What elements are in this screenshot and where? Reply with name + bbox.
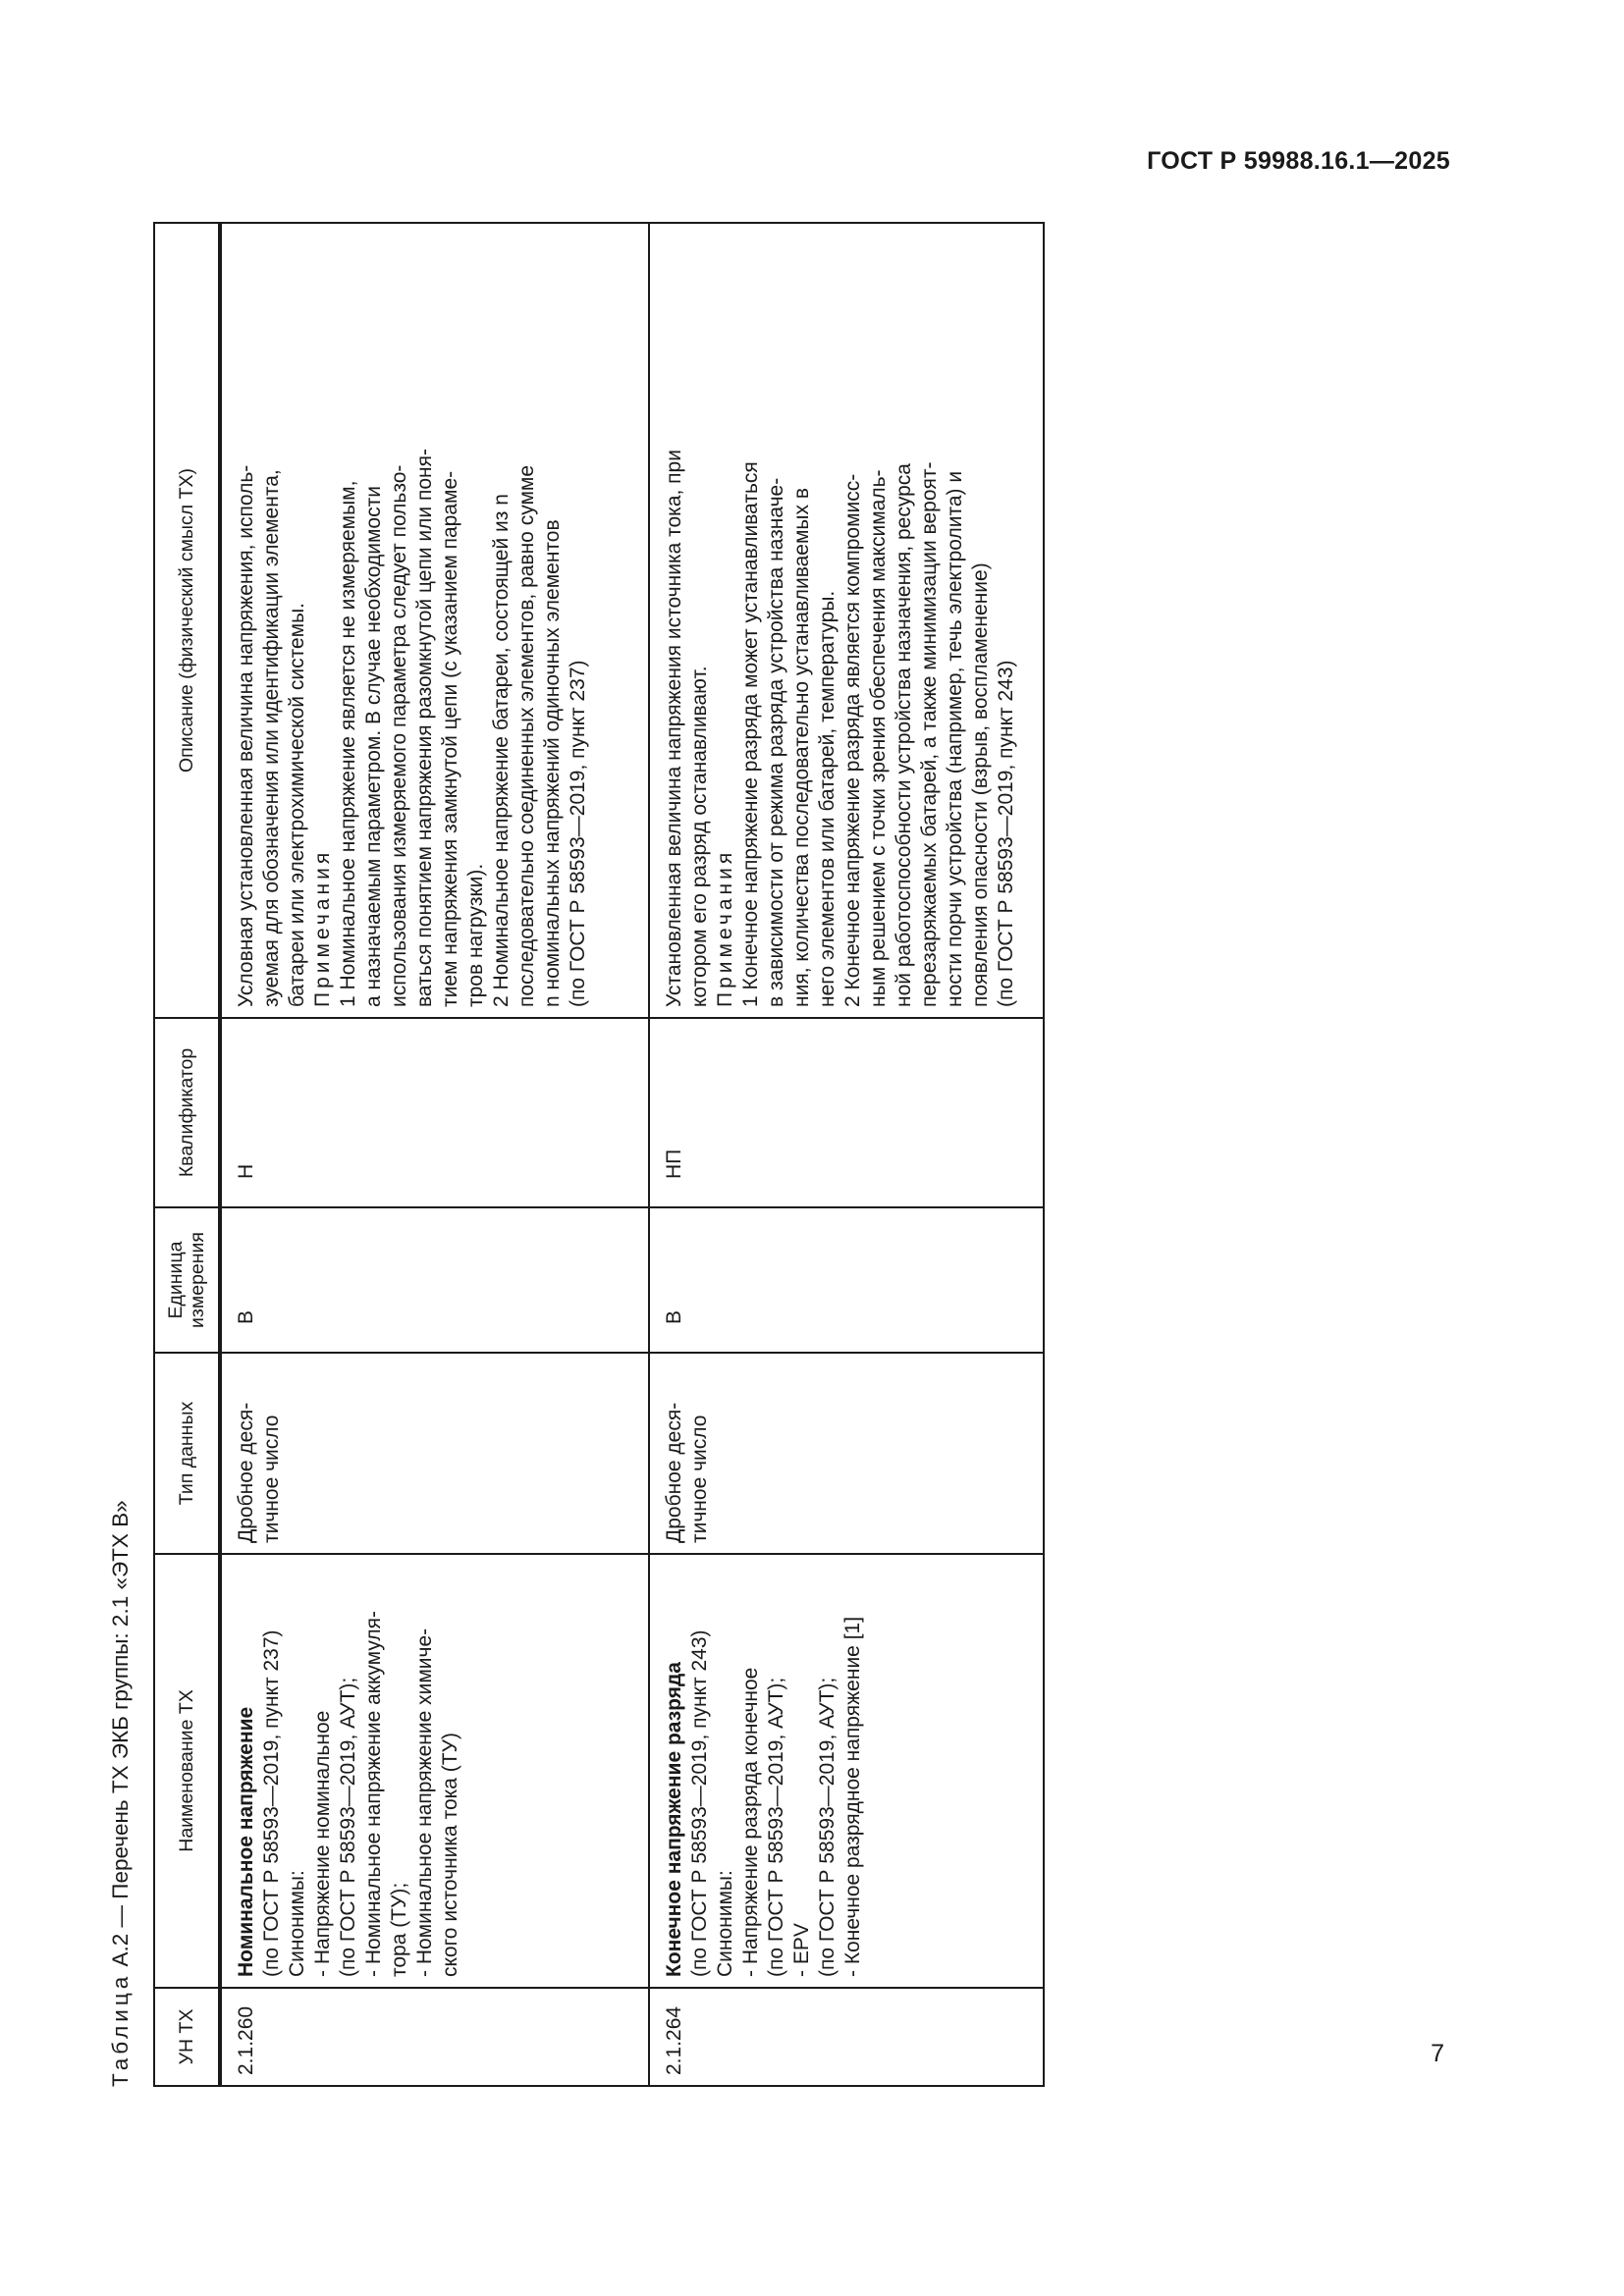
name-line: (по ГОСТ Р 58593—2019, АУТ); — [765, 1677, 787, 1977]
data-type-line: тичное число — [260, 1415, 283, 1543]
description-line: батареи или электрохимической системы. — [286, 603, 308, 1007]
name-line: (по ГОСТ Р 58593—2019, АУТ); — [816, 1677, 839, 1977]
name-line: Синонимы: — [714, 1870, 736, 1977]
cell-qualifier: Н — [220, 1018, 649, 1207]
cell-id: 2.1.260 — [220, 1988, 649, 2086]
table-row — [649, 223, 1044, 2086]
rotated-table-block — [108, 224, 1100, 2087]
data-type-line: Дробное деся- — [663, 1402, 685, 1543]
column-header-unit: Единица измерения — [154, 1207, 220, 1353]
name-line: (по ГОСТ Р 58593—2019, АУТ); — [337, 1677, 359, 1977]
description-line: тров нагрузки). — [464, 863, 487, 1007]
description-line: 1 Номинальное напряжение является не измеряемым, — [337, 480, 359, 1007]
description-line: Установленная величина напряжения источника тока, при — [663, 450, 685, 1007]
description-line: 2 Номинальное напряжение батареи, состоящей из n — [490, 494, 513, 1007]
column-header-qualifier: Квалификатор — [154, 1018, 220, 1207]
name-line: ского источника тока (ТУ) — [439, 1733, 461, 1977]
characteristic-title: Номинальное напряжение — [235, 1706, 257, 1977]
name-line: Синонимы: — [286, 1870, 308, 1977]
name-line: - Номинальное напряжение аккумуля- — [362, 1610, 385, 1977]
description-line: Условная установленная величина напряжения, исполь- — [235, 464, 257, 1007]
name-line: (по ГОСТ Р 58593—2019, пункт 237) — [260, 1629, 283, 1977]
table-caption-text: А.2 — Перечень ТХ ЭКБ группы: 2.1 «ЭТХ В» — [108, 1500, 133, 1967]
notes-label: Примечания — [714, 848, 736, 1007]
name-line: - Напряжение номинальное — [311, 1710, 334, 1977]
name-line: тора (ТУ); — [388, 1882, 410, 1977]
description-line: зуемая для обозначения или идентификации элемента, — [260, 469, 283, 1007]
description-line: ности порчи устройства (например, течь электролита) и — [944, 470, 966, 1007]
description-line: котором его разряд останавливают. — [688, 666, 711, 1007]
table-caption — [108, 224, 153, 2087]
description-line: последовательно соединенных элементов, равно сумме — [515, 464, 538, 1007]
cell-name — [649, 1554, 1044, 1988]
description-line: (по ГОСТ Р 58593—2019, пункт 243) — [995, 660, 1017, 1007]
description-line: n номинальных напряжений одиночных элементов — [541, 519, 564, 1007]
cell-unit: В — [649, 1207, 1044, 1353]
column-header-name: Наименование ТХ — [154, 1554, 220, 1988]
description-line: перезаряжаемых батарей, а также минимизации вероят- — [918, 461, 941, 1007]
column-header-id: УН ТХ — [154, 1988, 220, 2086]
name-line: (по ГОСТ Р 58593—2019, пункт 243) — [688, 1629, 711, 1977]
column-header-data-type: Тип данных — [154, 1353, 220, 1554]
document-code: ГОСТ Р 59988.16.1—2025 — [1147, 147, 1450, 175]
data-type-line: Дробное деся- — [235, 1402, 257, 1543]
cell-qualifier: НП — [649, 1018, 1044, 1207]
name-line: - Напряжение разряда конечное — [739, 1667, 762, 1977]
description-line: использования измеряемого параметра следует пользо- — [388, 464, 410, 1007]
table-caption-prefix: Таблица — [108, 1972, 133, 2087]
description-line: 2 Конечное напряжение разряда является компромисс- — [841, 473, 864, 1007]
cell-unit: В — [220, 1207, 649, 1353]
table-row — [220, 223, 649, 2086]
description-line: появления опасности (взрыв, воспламенение) — [969, 562, 992, 1007]
column-header-description: Описание (физический смысл ТХ) — [154, 223, 220, 1018]
description-line: ния, количества последовательно устанавливаемых в — [790, 488, 813, 1007]
cell-name — [220, 1554, 649, 1988]
cell-id: 2.1.264 — [649, 1988, 1044, 2086]
description-line: в зависимости от режима разряда устройства назначе- — [765, 477, 787, 1007]
cell-description — [649, 223, 1044, 1018]
cell-data-type — [649, 1353, 1044, 1554]
characteristic-title: Конечное напряжение разряда — [663, 1662, 685, 1977]
table-header-row — [154, 223, 220, 2086]
cell-data-type — [220, 1353, 649, 1554]
page-number: 7 — [1431, 2040, 1444, 2067]
characteristics-table — [153, 222, 1045, 2087]
description-line: ной работоспособности устройства назначения, ресурса — [893, 463, 915, 1007]
description-line: (по ГОСТ Р 58593—2019, пункт 237) — [567, 660, 589, 1007]
name-line: - EPV — [790, 1923, 813, 1977]
description-line: ваться понятием напряжения разомкнутой цепи или поня- — [413, 449, 436, 1007]
description-line: 1 Конечное напряжение разряда может устанавливаться — [739, 461, 762, 1007]
cell-description — [220, 223, 649, 1018]
description-line: него элементов или батарей, температуры. — [816, 590, 839, 1007]
description-line: тием напряжения замкнутой цепи (с указанием параме- — [439, 470, 461, 1007]
description-line: а назначаемым параметром. В случае необходимости — [362, 486, 385, 1007]
name-line: - Номинальное напряжение химиче- — [413, 1628, 436, 1977]
notes-label: Примечания — [311, 848, 334, 1007]
data-type-line: тичное число — [688, 1415, 711, 1543]
description-line: ным решением с точки зрения обеспечения максималь- — [867, 469, 890, 1007]
name-line: - Конечное разрядное напряжение [1] — [841, 1616, 864, 1977]
